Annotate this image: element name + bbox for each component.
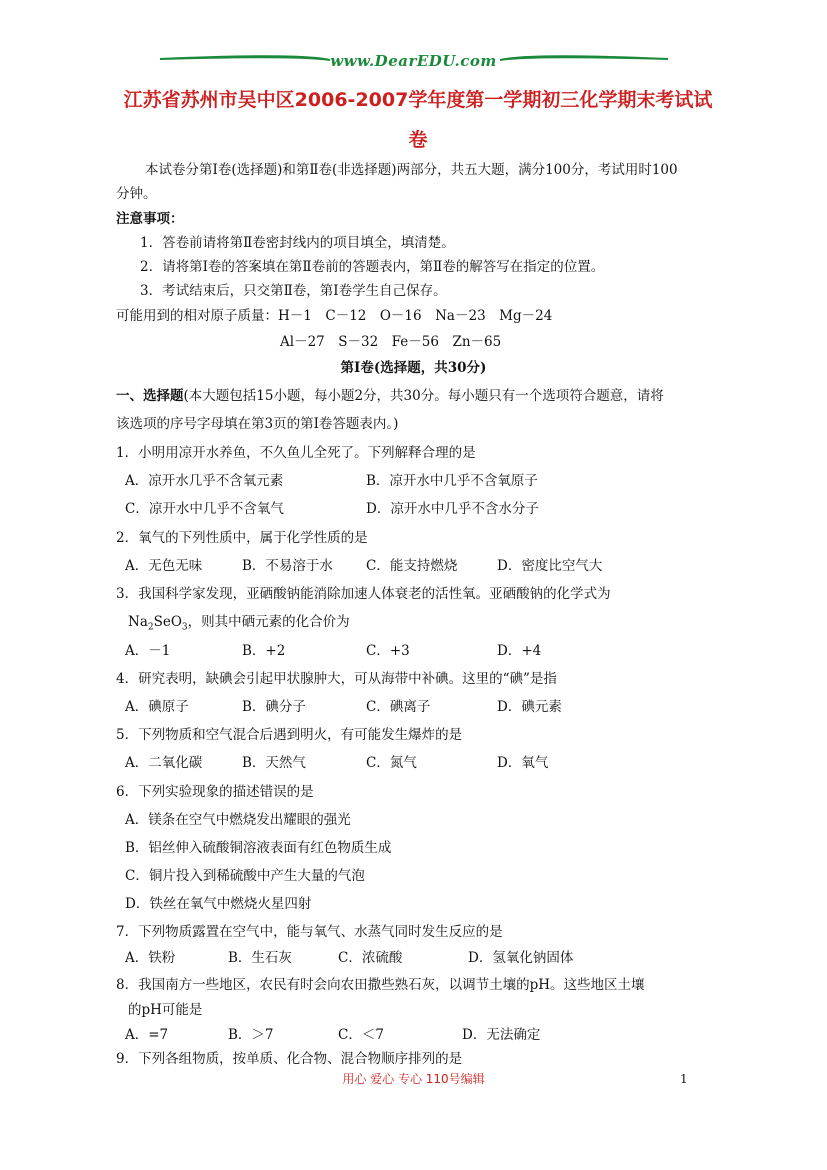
question-stem: 2．氧气的下列性质中，属于化学性质的是 — [116, 530, 368, 546]
option-c: C．浓硫酸 — [338, 950, 403, 966]
formula-sub: 2 — [147, 622, 154, 633]
option-d: D．+4 — [497, 643, 542, 659]
option-c: C．碘离子 — [366, 699, 431, 715]
site-logo-text[interactable]: www.DearEDU.com — [330, 52, 497, 70]
option-a: A．=7 — [125, 1027, 169, 1043]
notes-heading: 注意事项： — [116, 211, 184, 227]
option-d: D．凉开水中几乎不含水分子 — [366, 501, 539, 517]
option-d: D．铁丝在氧气中燃烧火星四射 — [125, 896, 312, 912]
part-desc-2: 该选项的序号字母填在第3页的第Ⅰ卷答题表内。) — [116, 416, 399, 432]
note-item: 1．答卷前请将第Ⅱ卷密封线内的项目填全，填清楚。 — [140, 235, 455, 251]
page-title: 江苏省苏州市吴中区2006-2007学年度第一学期初三化学期末考试试 卷 — [123, 89, 713, 151]
intro-line-2: 分钟。 — [116, 186, 157, 202]
formula-part: Na — [128, 614, 148, 630]
option-c: C．铜片投入到稀硫酸中产生大量的气泡 — [125, 868, 365, 884]
question-stem: 1．小明用凉开水养鱼，不久鱼儿全死了。下列解释合理的是 — [116, 445, 476, 461]
page-number: 1 — [680, 1072, 688, 1086]
note-item: 2．请将第Ⅰ卷的答案填在第Ⅱ卷前的答题表内，第Ⅱ卷的解答写在指定的位置。 — [140, 259, 605, 275]
option-c: C．＜7 — [338, 1027, 384, 1043]
question-stem: 3．我国科学家发现，亚硒酸钠能消除加速人体衰老的活性氧。亚硒酸钠的化学式为 — [116, 586, 611, 602]
formula-sub: 3 — [181, 622, 188, 633]
question-stem: 5．下列物质和空气混合后遇到明火，有可能发生爆炸的是 — [116, 727, 463, 743]
option-b: B．凉开水中几乎不含氧原子 — [366, 473, 538, 489]
option-b: B．铝丝伸入硫酸铜溶液表面有红色物质生成 — [125, 840, 392, 856]
option-c: C．能支持燃烧 — [366, 558, 458, 574]
option-b: B．＞7 — [228, 1027, 274, 1043]
option-a: A．－1 — [125, 643, 171, 659]
option-a: A．铁粉 — [125, 950, 176, 966]
option-b: B．生石灰 — [228, 950, 292, 966]
atomic-mass-line-2: Al－27 S－32 Fe－56 Zn－65 — [280, 334, 502, 350]
part-desc: (本大题包括15小题，每小题2分，共30分。每小题只有一个选项符合题意，请将 — [183, 388, 664, 404]
option-d: D．无法确定 — [462, 1027, 541, 1043]
option-a: A．凉开水几乎不含氧元素 — [125, 473, 284, 489]
part-title: 一、选择题 — [116, 388, 184, 404]
section-heading: 第Ⅰ卷(选择题，共30分) — [340, 360, 487, 376]
option-b: B．碘分子 — [242, 699, 306, 715]
option-b: B．天然气 — [242, 755, 306, 771]
intro-line-1: 本试卷分第Ⅰ卷(选择题)和第Ⅱ卷(非选择题)两部分，共五大题，满分100分，考试用时100 — [145, 162, 678, 178]
atomic-mass-line-1: 可能用到的相对原子质量：H－1 C－12 O－16 Na－23 Mg－24 — [116, 308, 553, 324]
question-stem: 7．下列物质露置在空气中，能与氧气、水蒸气同时发生反应的是 — [116, 924, 503, 940]
option-c: C．氮气 — [366, 755, 417, 771]
option-d: D．碘元素 — [497, 699, 562, 715]
footer-text: 用心 爱心 专心 110号编辑 — [342, 1072, 485, 1086]
question-stem: 9．下列各组物质，按单质、化合物、混合物顺序排列的是 — [116, 1051, 463, 1067]
option-a: A．二氧化碳 — [125, 755, 203, 771]
option-b: B．+2 — [242, 643, 286, 659]
option-c: C．凉开水中几乎不含氧气 — [125, 501, 284, 517]
question-stem-2 — [128, 610, 350, 633]
stem-text: ，则其中硒元素的化合价为 — [187, 614, 350, 630]
option-c: C．+3 — [366, 643, 410, 659]
note-item: 3．考试结束后，只交第Ⅱ卷，第Ⅰ卷学生自己保存。 — [140, 283, 447, 299]
option-a: A．碘原子 — [125, 699, 189, 715]
option-a: A．镁条在空气中燃烧发出耀眼的强光 — [125, 812, 351, 828]
option-d: D．密度比空气大 — [497, 558, 603, 574]
question-stem: 4．研究表明，缺碘会引起甲状腺肿大，可从海带中补碘。这里的“碘”是指 — [116, 671, 557, 687]
option-d: D．氧气 — [497, 755, 549, 771]
formula-part: SeO — [153, 614, 182, 630]
option-b: B．不易溶于水 — [242, 558, 333, 574]
question-stem-2: 的pH可能是 — [128, 1002, 203, 1018]
option-d: D．氢氧化钠固体 — [468, 950, 574, 966]
question-stem: 8．我国南方一些地区，农民有时会向农田撒些熟石灰，以调节土壤的pH。这些地区土壤 — [116, 977, 645, 993]
question-stem: 6．下列实验现象的描述错误的是 — [116, 784, 314, 800]
option-a: A．无色无味 — [125, 558, 203, 574]
part-intro — [116, 384, 664, 404]
